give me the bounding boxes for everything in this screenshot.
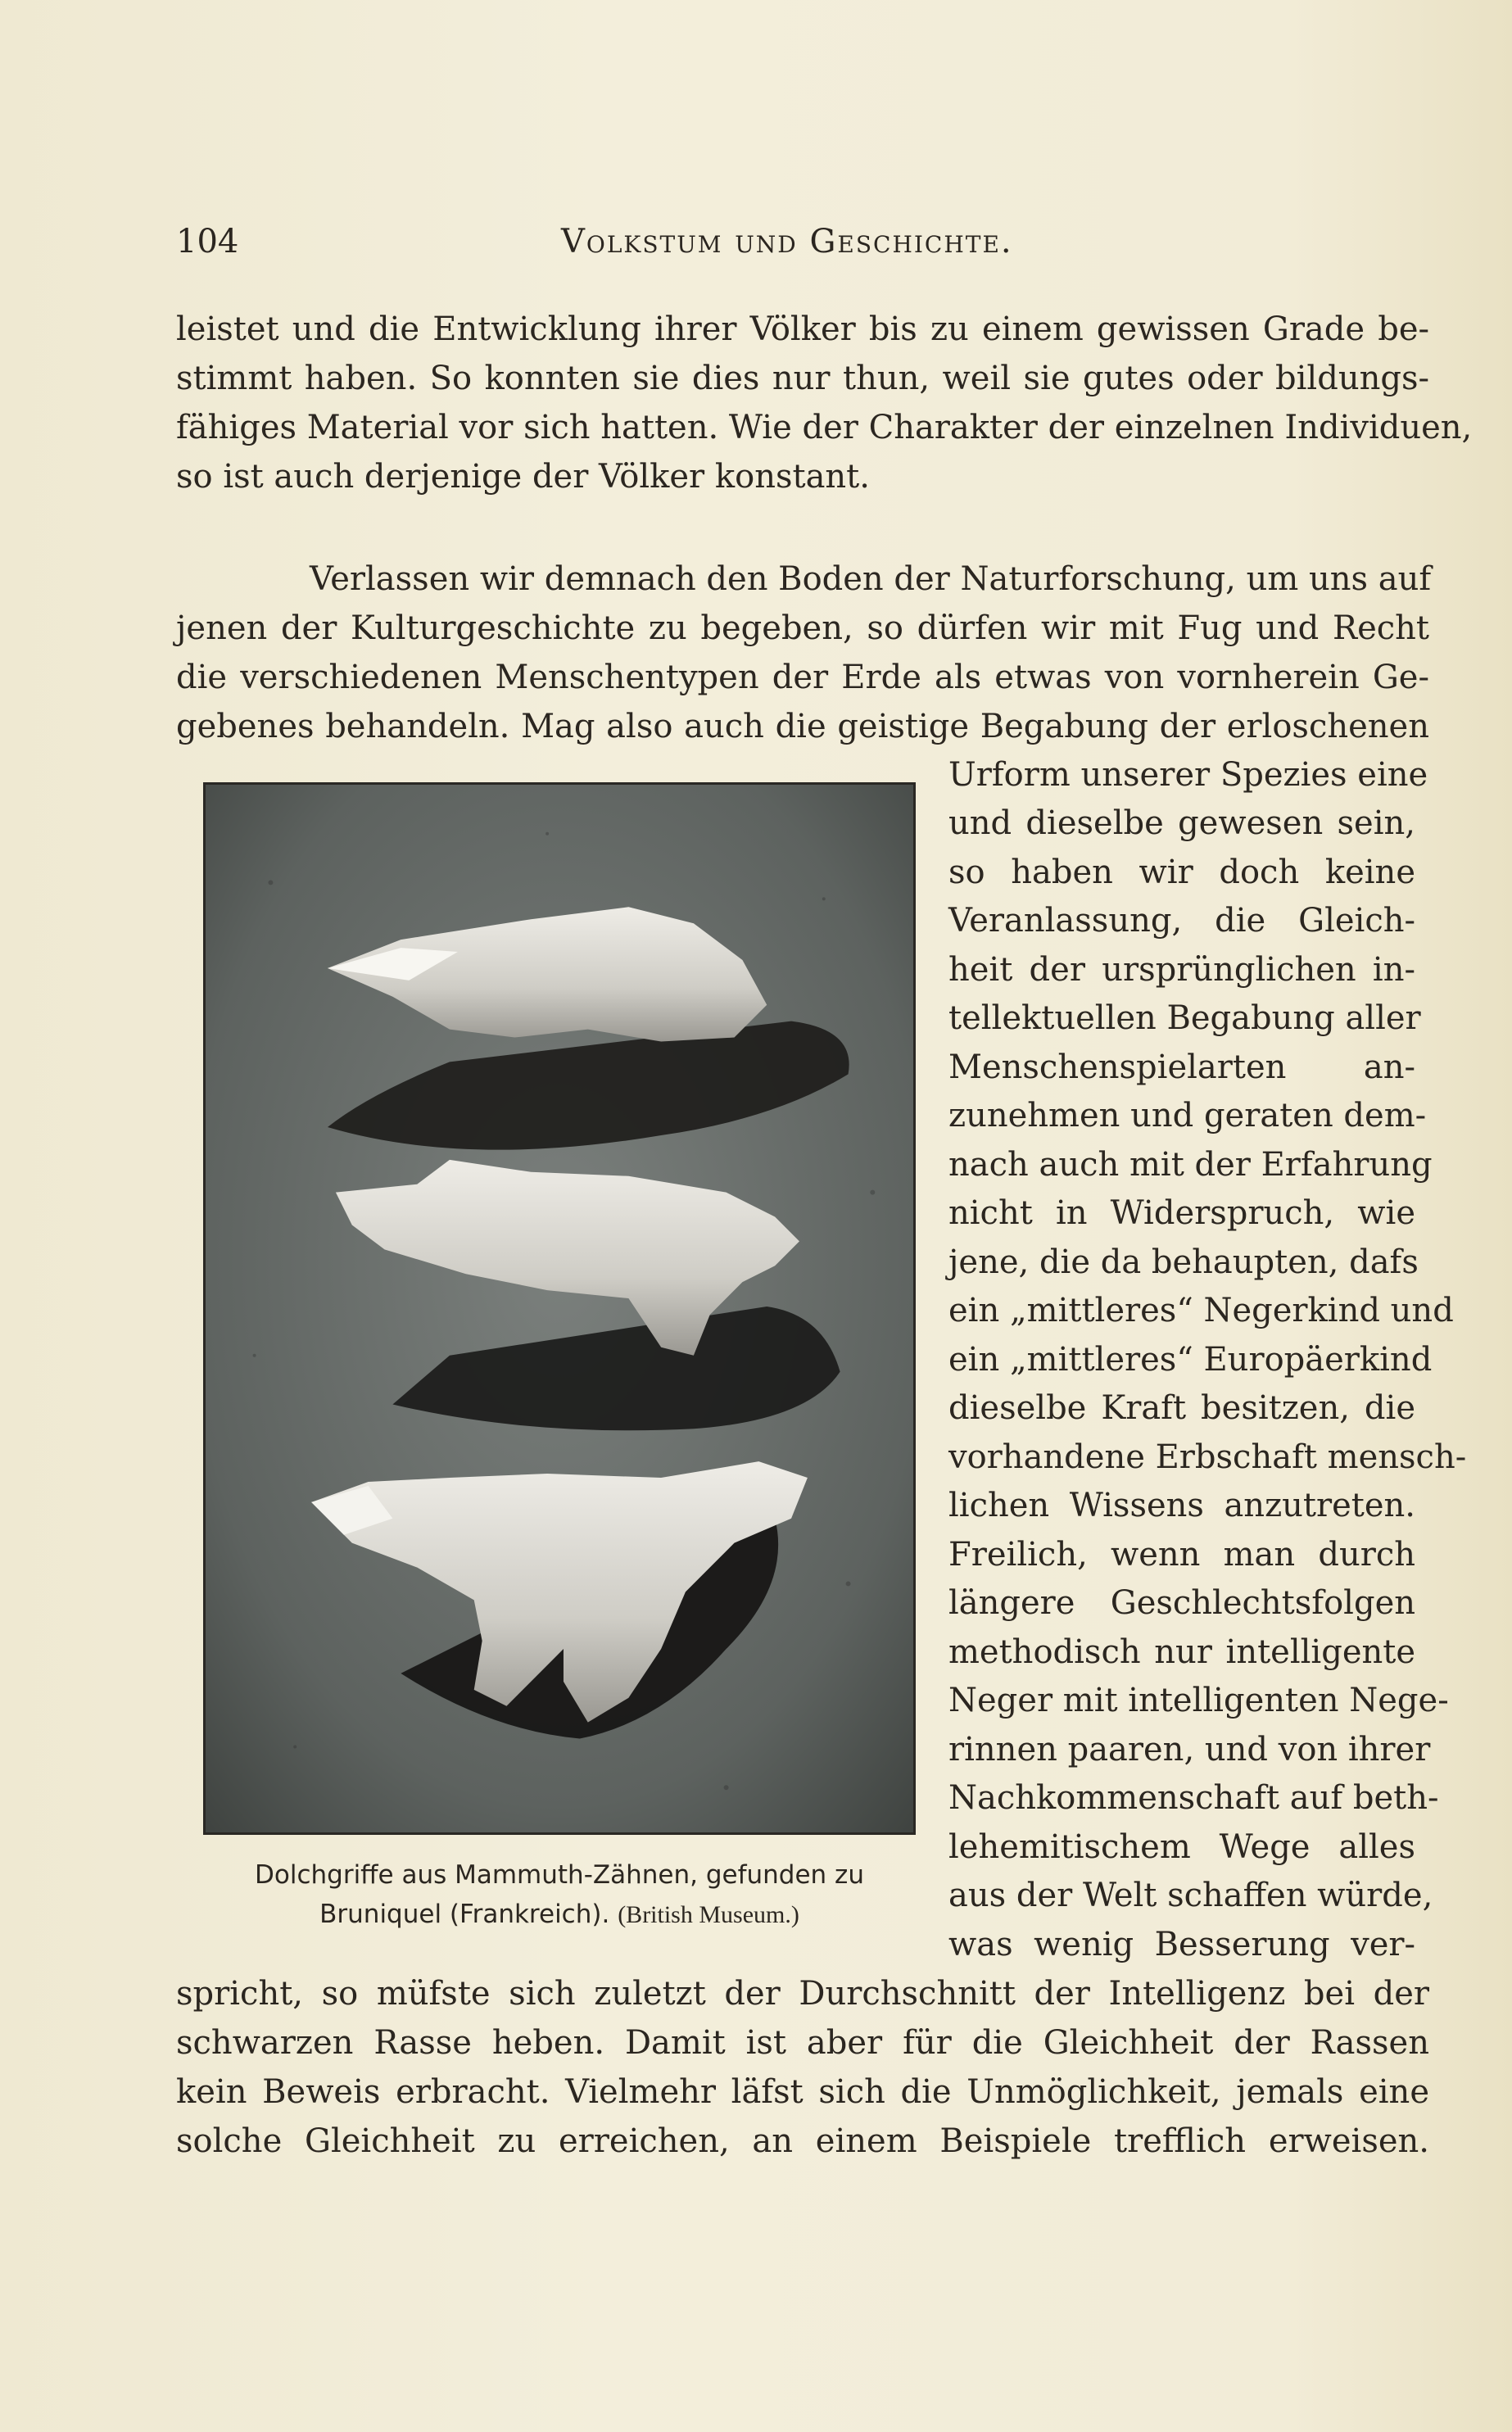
text-line: Verlassen wir demnach den Boden der Naturforschung, um uns auf bbox=[310, 560, 1432, 598]
dagger-handles-photo bbox=[206, 785, 913, 1832]
text-line: leistet und die Entwicklung ihrer Völker bis zu einem gewissen Grade be- bbox=[176, 310, 1429, 348]
column-text-line: Neger mit intelligenten Nege- bbox=[948, 1682, 1449, 1719]
column-text-line: jene, die da behaupten, dafs bbox=[948, 1243, 1419, 1281]
page-number: 104 bbox=[176, 223, 239, 260]
column-text-line: heit der ursprünglichen in- bbox=[948, 951, 1415, 989]
figure-caption-source: (British Museum.) bbox=[618, 1901, 799, 1928]
column-text-line: tellektuellen Begabung aller bbox=[948, 999, 1421, 1037]
figure-caption-location: Bruniquel (Frankreich). bbox=[319, 1900, 610, 1929]
text-line: kein Beweis erbracht. Vielmehr läfst sich die Unmöglichkeit, jemals eine bbox=[176, 2073, 1429, 2111]
column-text-line: und dieselbe gewesen sein, bbox=[948, 804, 1415, 842]
text-line: schwarzen Rasse heben. Damit ist aber für die Gleichheit der Rassen bbox=[176, 2024, 1429, 2062]
figure-caption-line2 bbox=[203, 1895, 916, 1935]
figure-caption-line: Dolchgriffe aus Mammuth-Zähnen, gefunden zu bbox=[255, 1860, 864, 1890]
column-text-line: nach auch mit der Erfahrung bbox=[948, 1146, 1433, 1184]
column-text-line: längere Geschlechtsfolgen bbox=[948, 1584, 1415, 1622]
column-text-line: Menschenspielarten an- bbox=[948, 1048, 1415, 1086]
text-line: jenen der Kulturgeschichte zu begeben, so dürfen wir mit Fug und Recht bbox=[176, 609, 1429, 647]
text-line: spricht, so müfste sich zuletzt der Durchschnitt der Intelligenz bei der bbox=[176, 1975, 1429, 2013]
text-line: solche Gleichheit zu erreichen, an einem Beispiele trefflich erweisen. bbox=[176, 2122, 1429, 2160]
column-text-line: zunehmen und geraten dem- bbox=[948, 1097, 1427, 1134]
column-text-line: Freilich, wenn man durch bbox=[948, 1536, 1415, 1574]
column-text-line: nicht in Widerspruch, wie bbox=[948, 1194, 1415, 1232]
column-text-line: Veranlassung, die Gleich- bbox=[948, 902, 1415, 940]
column-text-line: ein „mittleres“ Europäerkind bbox=[948, 1341, 1433, 1379]
photo-figure bbox=[203, 782, 916, 1835]
column-text-line: lichen Wissens anzutreten. bbox=[948, 1487, 1415, 1524]
text-line: so ist auch derjenige der Völker konstant. bbox=[176, 458, 870, 496]
column-text-line: vorhandene Erbschaft mensch- bbox=[948, 1438, 1467, 1476]
text-line: stimmt haben. So konnten sie dies nur thun, weil sie gutes oder bildungs- bbox=[176, 360, 1429, 397]
column-text-line: ein „mittleres“ Negerkind und bbox=[948, 1292, 1454, 1329]
column-text-line: lehemitischem Wege alles bbox=[948, 1828, 1415, 1866]
column-text-line: dieselbe Kraft besitzen, die bbox=[948, 1389, 1415, 1427]
column-text-line: rinnen paaren, und von ihrer bbox=[948, 1731, 1431, 1769]
text-line: die verschiedenen Menschentypen der Erde als etwas von vornherein Ge- bbox=[176, 659, 1429, 696]
page-header bbox=[176, 223, 1429, 272]
column-text-line: Urform unserer Spezies eine bbox=[948, 756, 1428, 794]
column-text-line: aus der Welt schaffen würde, bbox=[948, 1877, 1433, 1914]
column-text-line: Nachkommenschaft auf beth- bbox=[948, 1779, 1439, 1817]
running-title: Volkstum und Geschichte. bbox=[561, 223, 1013, 260]
column-text-line: was wenig Besserung ver- bbox=[948, 1926, 1415, 1963]
column-text-line: methodisch nur intelligente bbox=[948, 1633, 1415, 1671]
column-text-line: so haben wir doch keine bbox=[948, 854, 1415, 891]
text-line: fähiges Material vor sich hatten. Wie der Charakter der einzelnen Individuen, bbox=[176, 409, 1473, 446]
text-line: gebenes behandeln. Mag also auch die geistige Begabung der erloschenen bbox=[176, 708, 1429, 745]
